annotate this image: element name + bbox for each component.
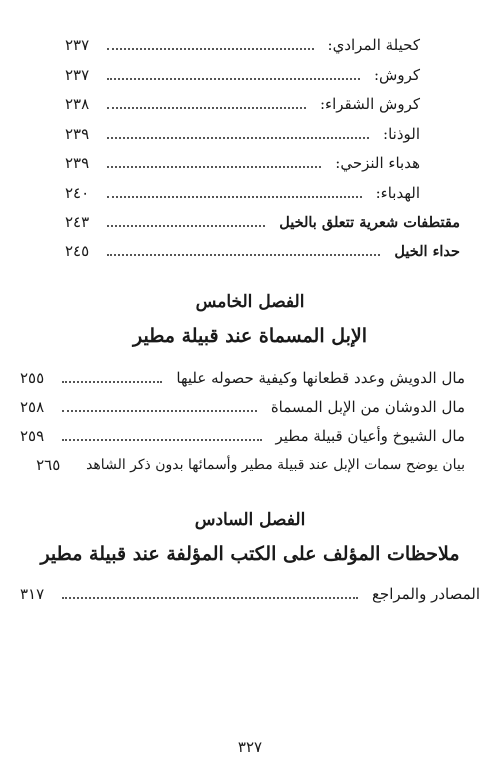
dot-leader (107, 107, 306, 109)
toc-entry (20, 453, 465, 477)
toc-entry-page: ٢٣٨ (65, 95, 90, 113)
dot-leader (107, 137, 369, 139)
dot-leader (62, 597, 358, 599)
toc-entry (20, 366, 465, 390)
toc-entry-page: ٢٤٥ (65, 242, 90, 260)
toc-entry-page: ٢٦٥ (36, 456, 61, 474)
toc-entry-title: كروش الشقراء: (320, 95, 420, 113)
chapter-subtitle: ملاحظات المؤلف على الكتب المؤلفة عند قبيلة مطير (40, 543, 460, 565)
toc-entry-title: الوذنا: (383, 125, 420, 143)
dot-leader (62, 439, 262, 441)
toc-entry-page: ٢٤٣ (65, 213, 90, 231)
chapter-heading: الفصل السادس (194, 510, 306, 530)
dot-leader (107, 166, 321, 168)
dot-leader (62, 410, 257, 412)
dot-leader (62, 381, 162, 383)
toc-entry-title: كحيلة المرادي: (327, 36, 420, 54)
toc-entry-title: الهدباء: (375, 184, 420, 202)
toc-entry (65, 151, 420, 175)
toc-entry (20, 395, 465, 419)
dot-leader (107, 225, 265, 227)
toc-entry-title: مال الدويش وعدد قطعانها وكيفية حصوله عليها (176, 369, 465, 387)
toc-entry (65, 92, 420, 116)
toc-entry-page: ٢٥٨ (20, 398, 45, 416)
toc-entry-page: ٢٥٩ (20, 427, 45, 445)
dot-leader (107, 78, 360, 80)
dot-leader (107, 254, 380, 256)
page-number: ٣٢٧ (237, 738, 263, 756)
toc-entry-page: ٢٣٧ (65, 36, 90, 54)
toc-entry-page: ٣١٧ (20, 585, 45, 603)
toc-entry (65, 239, 460, 263)
toc-entry (20, 424, 465, 448)
toc-entry-page: ٢٣٧ (65, 66, 90, 84)
toc-entry-page: ٢٣٩ (65, 125, 90, 143)
toc-entry (65, 63, 420, 87)
toc-entry (65, 33, 420, 57)
toc-entry-title: هدباء النزحي: (335, 154, 420, 172)
toc-entry-title: مال الشيوخ وأعيان قبيلة مطير (275, 427, 465, 445)
toc-entry-title: كروش: (373, 66, 420, 84)
toc-entry-page: ٢٣٩ (65, 154, 90, 172)
chapter-subtitle: الإبل المسماة عند قبيلة مطير (132, 325, 368, 347)
toc-entry-title: حداء الخيل (394, 242, 460, 260)
toc-entry-page: ٢٤٠ (65, 184, 90, 202)
toc-entry (20, 582, 480, 606)
toc-entry (65, 122, 420, 146)
toc-entry (65, 210, 460, 234)
dot-leader (107, 196, 362, 198)
toc-entry-title: مال الدوشان من الإبل المسماة (270, 398, 465, 416)
toc-entry-title: بيان يوضح سمات الإبل عند قبيلة مطير وأسمائها بدون ذكر الشاهد (86, 457, 465, 473)
dot-leader (107, 48, 314, 50)
toc-entry (65, 181, 420, 205)
toc-entry-page: ٢٥٥ (20, 369, 45, 387)
chapter-heading: الفصل الخامس (195, 292, 305, 312)
toc-entry-title: المصادر والمراجع (371, 585, 480, 603)
toc-entry-title: مقتطفات شعرية تتعلق بالخيل (279, 213, 460, 231)
